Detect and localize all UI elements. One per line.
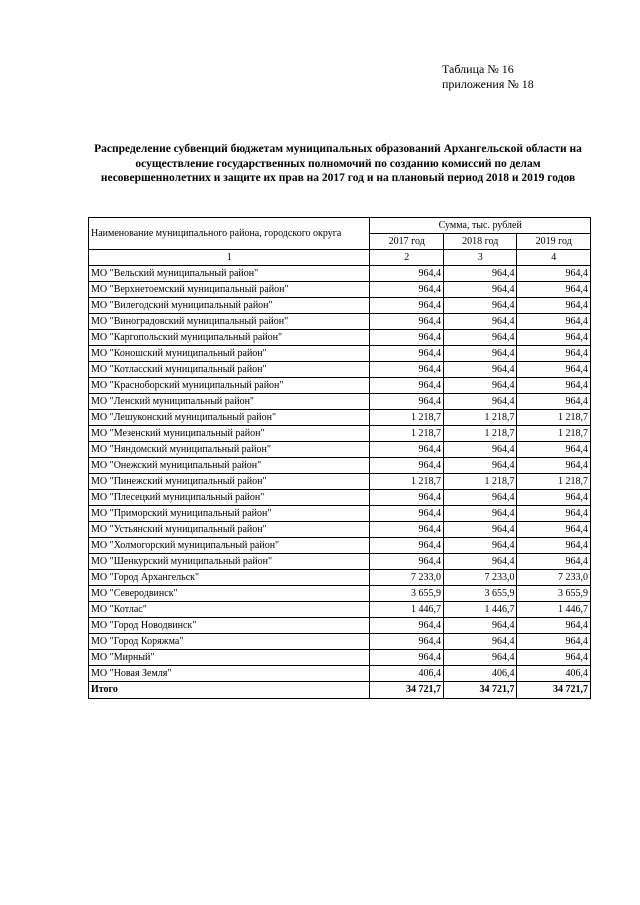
value-2019-cell: 964,4 (517, 618, 591, 634)
value-2018-cell: 1 218,7 (443, 474, 517, 490)
index-row (89, 250, 591, 266)
value-2018-cell: 964,4 (443, 346, 517, 362)
table-row (89, 490, 591, 506)
value-2019-cell: 406,4 (517, 666, 591, 682)
municipality-name-cell: МО "Виноградовский муниципальный район" (89, 314, 370, 330)
value-2017-cell: 406,4 (370, 666, 444, 682)
municipality-name-cell: МО "Коношский муниципальный район" (89, 346, 370, 362)
value-2019-cell: 1 218,7 (517, 474, 591, 490)
value-2018-cell: 964,4 (443, 490, 517, 506)
value-2019-cell: 964,4 (517, 298, 591, 314)
municipality-name-cell: МО "Котлас" (89, 602, 370, 618)
value-2019-cell: 964,4 (517, 314, 591, 330)
value-2017-cell: 964,4 (370, 554, 444, 570)
value-2019-cell: 964,4 (517, 330, 591, 346)
value-2017-cell: 964,4 (370, 634, 444, 650)
value-2017-cell: 964,4 (370, 538, 444, 554)
value-2018-cell: 964,4 (443, 330, 517, 346)
municipality-name-cell: МО "Пинежский муниципальный район" (89, 474, 370, 490)
table-row (89, 410, 591, 426)
value-2017-cell: 964,4 (370, 394, 444, 410)
value-2019-cell: 964,4 (517, 554, 591, 570)
value-2017-cell: 964,4 (370, 618, 444, 634)
value-2019-cell: 964,4 (517, 362, 591, 378)
municipality-name-cell: МО "Новая Земля" (89, 666, 370, 682)
value-2019-cell: 964,4 (517, 266, 591, 282)
value-2017-cell: 964,4 (370, 522, 444, 538)
value-2018-cell: 964,4 (443, 538, 517, 554)
total-2019: 34 721,7 (517, 682, 591, 699)
value-2017-cell: 964,4 (370, 298, 444, 314)
value-2018-cell: 964,4 (443, 554, 517, 570)
value-2019-cell: 1 446,7 (517, 602, 591, 618)
municipality-name-cell: МО "Котласский муниципальный район" (89, 362, 370, 378)
value-2019-cell: 964,4 (517, 506, 591, 522)
value-2017-cell: 964,4 (370, 282, 444, 298)
table-row (89, 506, 591, 522)
value-2019-cell: 964,4 (517, 442, 591, 458)
table-row (89, 346, 591, 362)
value-2019-cell: 1 218,7 (517, 410, 591, 426)
value-2019-cell: 3 655,9 (517, 586, 591, 602)
table-caption (442, 62, 534, 92)
header-year-2018: 2018 год (443, 234, 517, 250)
value-2018-cell: 964,4 (443, 298, 517, 314)
municipality-name-cell: МО "Северодвинск" (89, 586, 370, 602)
value-2017-cell: 1 446,7 (370, 602, 444, 618)
table-row (89, 330, 591, 346)
municipality-name-cell: МО "Ленский муниципальный район" (89, 394, 370, 410)
municipality-name-cell: МО "Вилегодский муниципальный район" (89, 298, 370, 314)
total-row (89, 682, 591, 699)
value-2017-cell: 7 233,0 (370, 570, 444, 586)
value-2018-cell: 964,4 (443, 442, 517, 458)
table-row (89, 666, 591, 682)
value-2018-cell: 1 446,7 (443, 602, 517, 618)
municipality-name-cell: МО "Вельский муниципальный район" (89, 266, 370, 282)
header-sum: Сумма, тыс. рублей (370, 218, 591, 234)
value-2018-cell: 964,4 (443, 618, 517, 634)
value-2018-cell: 964,4 (443, 458, 517, 474)
total-2017: 34 721,7 (370, 682, 444, 699)
value-2017-cell: 964,4 (370, 378, 444, 394)
municipality-name-cell: МО "Лешуконский муниципальный район" (89, 410, 370, 426)
header-name: Наименование муниципального района, городского округа (89, 218, 370, 250)
value-2019-cell: 964,4 (517, 346, 591, 362)
value-2017-cell: 964,4 (370, 362, 444, 378)
table-row (89, 586, 591, 602)
value-2019-cell: 964,4 (517, 378, 591, 394)
table-row (89, 458, 591, 474)
municipality-name-cell: МО "Мирный" (89, 650, 370, 666)
table-row (89, 474, 591, 490)
caption-table-number: Таблица № 16 (442, 62, 514, 76)
table-row (89, 362, 591, 378)
table-row (89, 378, 591, 394)
value-2018-cell: 964,4 (443, 634, 517, 650)
value-2017-cell: 964,4 (370, 266, 444, 282)
value-2017-cell: 964,4 (370, 458, 444, 474)
municipality-name-cell: МО "Шенкурский муниципальный район" (89, 554, 370, 570)
municipality-name-cell: МО "Мезенский муниципальный район" (89, 426, 370, 442)
value-2018-cell: 964,4 (443, 378, 517, 394)
value-2017-cell: 964,4 (370, 346, 444, 362)
municipality-name-cell: МО "Плесецкий муниципальный район" (89, 490, 370, 506)
value-2018-cell: 964,4 (443, 522, 517, 538)
index-cell: 1 (89, 250, 370, 266)
value-2019-cell: 964,4 (517, 522, 591, 538)
value-2018-cell: 964,4 (443, 394, 517, 410)
value-2019-cell: 964,4 (517, 458, 591, 474)
value-2019-cell: 964,4 (517, 282, 591, 298)
value-2018-cell: 964,4 (443, 282, 517, 298)
municipality-name-cell: МО "Город Новодвинск" (89, 618, 370, 634)
municipality-name-cell: МО "Верхнетоемский муниципальный район" (89, 282, 370, 298)
value-2017-cell: 964,4 (370, 490, 444, 506)
value-2017-cell: 1 218,7 (370, 474, 444, 490)
value-2019-cell: 964,4 (517, 634, 591, 650)
value-2018-cell: 964,4 (443, 650, 517, 666)
value-2017-cell: 1 218,7 (370, 410, 444, 426)
municipality-name-cell: МО "Устьянский муниципальный район" (89, 522, 370, 538)
municipality-name-cell: МО "Онежский муниципальный район" (89, 458, 370, 474)
table-row (89, 442, 591, 458)
table-row (89, 650, 591, 666)
table-row (89, 314, 591, 330)
table-row (89, 618, 591, 634)
municipality-name-cell: МО "Город Коряжма" (89, 634, 370, 650)
value-2019-cell: 1 218,7 (517, 426, 591, 442)
value-2017-cell: 964,4 (370, 314, 444, 330)
value-2019-cell: 7 233,0 (517, 570, 591, 586)
caption-appendix-number: приложения № 18 (442, 77, 534, 91)
municipality-name-cell: МО "Няндомский муниципальный район" (89, 442, 370, 458)
municipality-name-cell: МО "Холмогорский муниципальный район" (89, 538, 370, 554)
municipality-name-cell: МО "Приморский муниципальный район" (89, 506, 370, 522)
value-2018-cell: 7 233,0 (443, 570, 517, 586)
table-row (89, 570, 591, 586)
value-2017-cell: 3 655,9 (370, 586, 444, 602)
value-2017-cell: 964,4 (370, 330, 444, 346)
document-title: Распределение субвенций бюджетам муниципальных образований Архангельской области на осуществление государственных полномочий по созданию комиссий по делам несовершеннолетних и защите их прав на 2017 год и на плановый период 2018 и 2019 годов (94, 143, 582, 184)
value-2018-cell: 964,4 (443, 266, 517, 282)
municipality-name-cell: МО "Красноборский муниципальный район" (89, 378, 370, 394)
value-2018-cell: 964,4 (443, 362, 517, 378)
value-2017-cell: 964,4 (370, 442, 444, 458)
table-row (89, 282, 591, 298)
table-row (89, 554, 591, 570)
header-year-2019: 2019 год (517, 234, 591, 250)
header-year-2017: 2017 год (370, 234, 444, 250)
value-2018-cell: 964,4 (443, 314, 517, 330)
index-cell: 2 (370, 250, 444, 266)
table-row (89, 522, 591, 538)
value-2018-cell: 1 218,7 (443, 426, 517, 442)
table-row (89, 426, 591, 442)
table-row (89, 298, 591, 314)
value-2017-cell: 964,4 (370, 506, 444, 522)
value-2018-cell: 964,4 (443, 506, 517, 522)
value-2019-cell: 964,4 (517, 490, 591, 506)
value-2018-cell: 1 218,7 (443, 410, 517, 426)
table-row (89, 538, 591, 554)
table-row (89, 634, 591, 650)
value-2019-cell: 964,4 (517, 394, 591, 410)
value-2018-cell: 406,4 (443, 666, 517, 682)
subvention-table (88, 217, 591, 699)
value-2019-cell: 964,4 (517, 650, 591, 666)
municipality-name-cell: МО "Каргопольский муниципальный район" (89, 330, 370, 346)
value-2018-cell: 3 655,9 (443, 586, 517, 602)
table-row (89, 394, 591, 410)
value-2017-cell: 964,4 (370, 650, 444, 666)
value-2019-cell: 964,4 (517, 538, 591, 554)
index-cell: 3 (443, 250, 517, 266)
total-2018: 34 721,7 (443, 682, 517, 699)
total-label: Итого (89, 682, 370, 699)
municipality-name-cell: МО "Город Архангельск" (89, 570, 370, 586)
index-cell: 4 (517, 250, 591, 266)
table-row (89, 602, 591, 618)
table-row (89, 266, 591, 282)
value-2017-cell: 1 218,7 (370, 426, 444, 442)
